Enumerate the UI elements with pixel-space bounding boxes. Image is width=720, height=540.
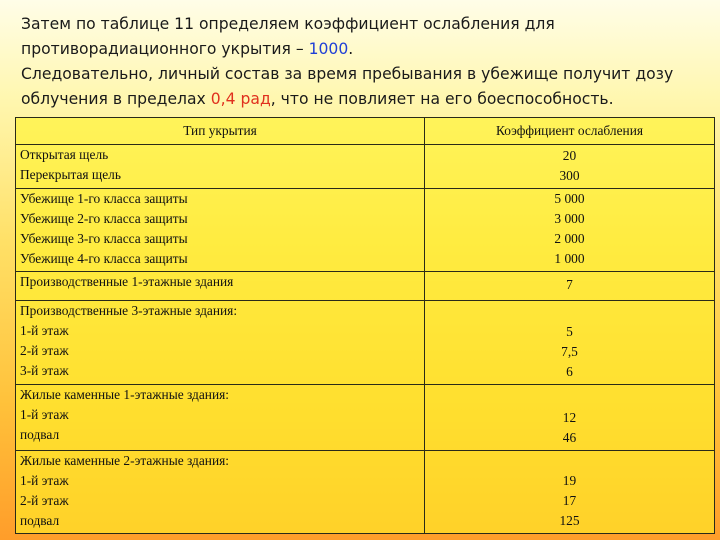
table-row: [16, 189, 715, 272]
dose-highlight: 0,4 рад: [210, 90, 271, 108]
intro-line1-text: Затем по таблице 11 определяем коэффициент ослабления для противорадиационного укрытия –: [21, 15, 555, 58]
type-line: Перекрытая щель: [20, 167, 121, 182]
coef-cell: [425, 385, 715, 451]
coef-value: 2 000: [554, 231, 585, 246]
coef-value: 12: [562, 410, 577, 425]
type-line: подвал: [20, 427, 60, 442]
coef-cell: [425, 301, 715, 385]
type-line: Жилые каменные 2-этажные здания:: [20, 453, 229, 468]
intro-line2-end: , что не повлияет на его боеспособность.: [270, 90, 614, 108]
coef-value: 5: [566, 324, 573, 339]
coef-value: 7,5: [561, 344, 578, 359]
intro-paragraph-2: [21, 62, 711, 112]
type-line: Жилые каменные 1-этажные здания:: [20, 387, 229, 402]
table-row: [16, 451, 715, 534]
intro-line2-text: Следовательно, личный состав за время пребывания в убежище получит дозу облучения в пределах: [21, 65, 674, 108]
type-line: 3-й этаж: [20, 363, 69, 378]
table-row: [16, 301, 715, 385]
coef-value: 46: [562, 430, 577, 445]
type-line: 1-й этаж: [20, 473, 69, 488]
type-line: Открытая щель: [20, 147, 109, 162]
header-shelter-type: Тип укрытия: [16, 118, 425, 145]
coef-value: 125: [559, 513, 580, 528]
coef-cell: [425, 272, 715, 301]
coef-value: 300: [559, 167, 580, 183]
attenuation-table: [15, 117, 715, 534]
coef-cell: [425, 189, 715, 272]
type-line: Производственные 1-этажные здания: [20, 274, 234, 289]
coef-value: 6: [566, 364, 573, 379]
type-line: 2-й этаж: [20, 493, 69, 508]
type-cell: [16, 385, 425, 451]
coef-value: 7: [566, 277, 573, 292]
coef-cell: [425, 451, 715, 534]
intro-paragraph-1: [21, 12, 711, 62]
coef-value: 17: [562, 493, 577, 508]
type-line: Убежище 1-го класса защиты: [20, 191, 188, 206]
type-line: 1-й этаж: [20, 323, 69, 338]
type-line: Убежище 4-го класса защиты: [20, 251, 188, 266]
coef-value: 19: [562, 473, 577, 488]
type-cell: [16, 301, 425, 385]
table-row: [16, 272, 715, 301]
type-line: Убежище 2-го класса защиты: [20, 211, 188, 226]
type-line: 1-й этаж: [20, 407, 69, 422]
type-line: подвал: [20, 513, 60, 528]
intro-line1-end: .: [348, 40, 354, 58]
type-line: Убежище 3-го класса защиты: [20, 231, 188, 246]
header-attenuation-coef: Коэффициент ослабления: [425, 118, 715, 145]
type-line: Производственные 3-этажные здания:: [20, 303, 238, 318]
intro-text: [21, 12, 711, 112]
type-cell: [16, 145, 425, 189]
coef-value: 20: [562, 147, 577, 163]
type-cell: [16, 451, 425, 534]
table-header-row: [16, 118, 715, 145]
table-row: [16, 385, 715, 451]
type-cell: [16, 272, 425, 301]
type-line: 2-й этаж: [20, 343, 69, 358]
coef-value: 5 000: [554, 191, 585, 206]
type-cell: [16, 189, 425, 272]
coef-cell: [425, 145, 715, 189]
coef-highlight: 1000: [308, 40, 349, 58]
table-row: [16, 145, 715, 189]
coef-value: 1 000: [554, 251, 585, 266]
coef-value: 3 000: [554, 211, 585, 226]
